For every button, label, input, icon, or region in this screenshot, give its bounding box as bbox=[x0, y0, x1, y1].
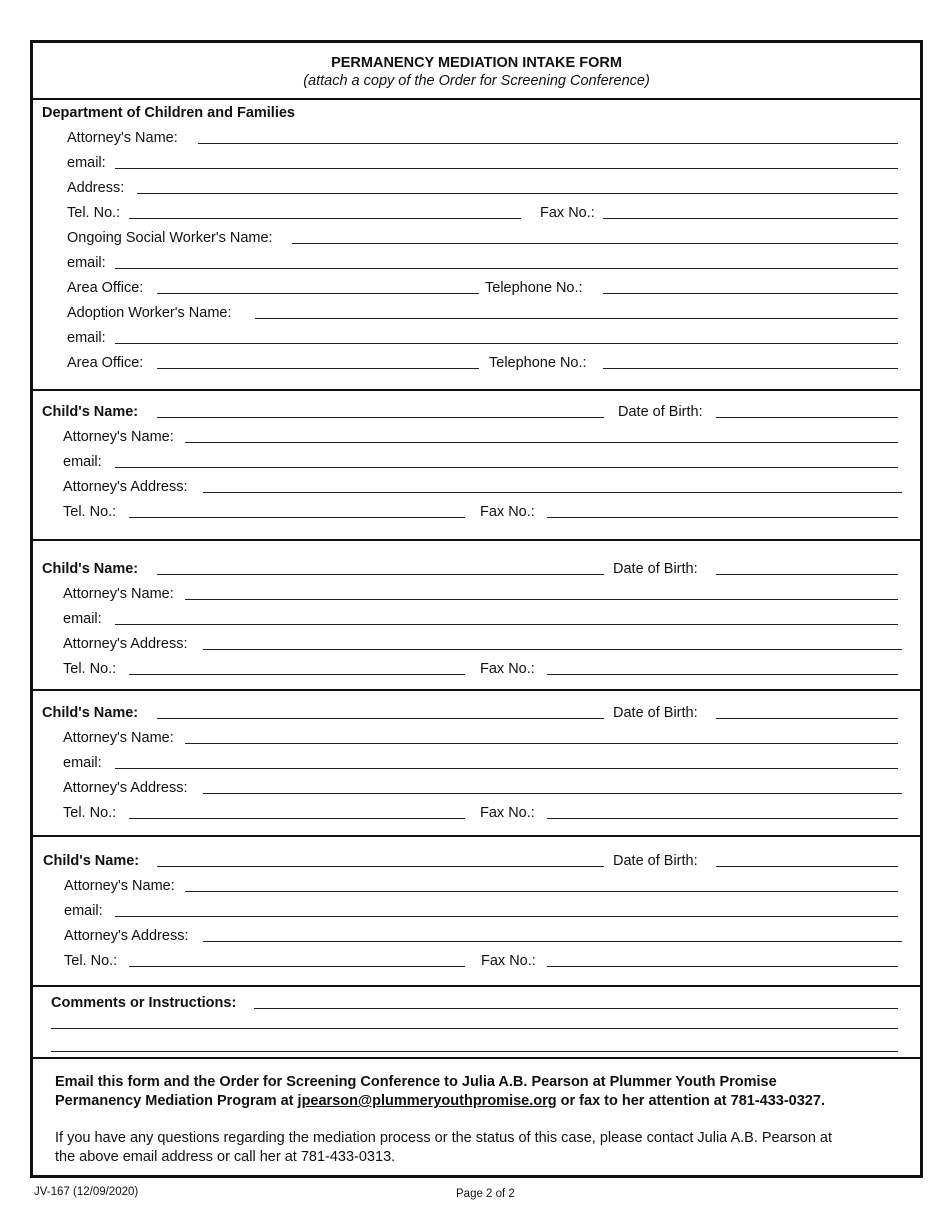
child-fax-label: Fax No.: bbox=[480, 661, 535, 677]
dcf-social-worker-email-label: email: bbox=[67, 255, 106, 271]
child-dob-field[interactable] bbox=[716, 866, 898, 867]
email-link[interactable]: jpearson@plummeryouthpromise.org bbox=[297, 1093, 557, 1109]
child-fax-field[interactable] bbox=[547, 517, 898, 518]
child-attorney-name-label: Attorney's Name: bbox=[63, 429, 174, 445]
form-subtitle: (attach a copy of the Order for Screening Conference) bbox=[303, 73, 650, 89]
child-dob-label: Date of Birth: bbox=[613, 853, 698, 869]
dcf-area-office2-field[interactable] bbox=[157, 368, 479, 369]
child-attorney-address-label: Attorney's Address: bbox=[64, 928, 189, 944]
comments-field-line-3[interactable] bbox=[51, 1051, 898, 1052]
dcf-address-field[interactable] bbox=[137, 193, 898, 194]
dcf-fax-label: Fax No.: bbox=[540, 205, 595, 221]
form-id: JV-167 (12/09/2020) bbox=[34, 1186, 139, 1198]
submission-instructions bbox=[55, 1073, 905, 1111]
child-name-field[interactable] bbox=[157, 718, 604, 719]
instruction-text-b: Permanency Mediation Program at bbox=[55, 1093, 298, 1109]
dcf-area-office-label: Area Office: bbox=[67, 280, 144, 296]
child-email-label: email: bbox=[63, 611, 102, 627]
child-attorney-address-label: Attorney's Address: bbox=[63, 479, 188, 495]
child-fax-field[interactable] bbox=[547, 818, 898, 819]
dcf-heading: Department of Children and Families bbox=[42, 105, 295, 121]
child-email-field[interactable] bbox=[115, 916, 898, 917]
comments-section bbox=[33, 987, 920, 1059]
child-attorney-name-field[interactable] bbox=[185, 442, 898, 443]
child-attorney-address-field[interactable] bbox=[203, 793, 902, 794]
form-title: PERMANENCY MEDIATION INTAKE FORM bbox=[331, 55, 622, 71]
dcf-telephone2-field[interactable] bbox=[603, 368, 898, 369]
dcf-email-label: email: bbox=[67, 155, 106, 171]
child-dob-field[interactable] bbox=[716, 574, 898, 575]
dcf-adoption-worker-field[interactable] bbox=[255, 318, 898, 319]
dcf-section bbox=[33, 100, 920, 391]
dcf-social-worker-email-field[interactable] bbox=[115, 268, 898, 269]
dcf-tel-label: Tel. No.: bbox=[67, 205, 121, 221]
page-number: Page 2 of 2 bbox=[456, 1188, 515, 1200]
child-tel-field[interactable] bbox=[129, 818, 465, 819]
child-attorney-address-field[interactable] bbox=[203, 941, 902, 942]
dcf-adoption-worker-email-field[interactable] bbox=[115, 343, 898, 344]
child-email-field[interactable] bbox=[115, 467, 898, 468]
child-email-label: email: bbox=[64, 903, 103, 919]
child-dob-label: Date of Birth: bbox=[613, 705, 698, 721]
dcf-telephone-field[interactable] bbox=[603, 293, 898, 294]
child-dob-field[interactable] bbox=[716, 718, 898, 719]
child-name-label: Child's Name: bbox=[42, 561, 139, 577]
child-fax-label: Fax No.: bbox=[481, 953, 536, 969]
child-fax-label: Fax No.: bbox=[480, 504, 535, 520]
dcf-social-worker-label: Ongoing Social Worker's Name: bbox=[67, 230, 273, 246]
dcf-area-office-field[interactable] bbox=[157, 293, 479, 294]
child-attorney-address-label: Attorney's Address: bbox=[63, 636, 188, 652]
questions-line-1: If you have any questions regarding the mediation process or the status of this case, please contact Julia A.B. Pearson at bbox=[55, 1130, 833, 1146]
child-section-3 bbox=[33, 691, 920, 837]
child-tel-label: Tel. No.: bbox=[63, 661, 117, 677]
questions-line-2: the above email address or call her at 781-433-0313. bbox=[55, 1149, 396, 1165]
comments-field-line-1[interactable] bbox=[254, 1008, 898, 1009]
child-dob-field[interactable] bbox=[716, 417, 898, 418]
dcf-email-field[interactable] bbox=[115, 168, 898, 169]
child-email-field[interactable] bbox=[115, 624, 898, 625]
questions-text bbox=[55, 1129, 905, 1167]
dcf-telephone-label: Telephone No.: bbox=[485, 280, 583, 296]
child-name-label: Child's Name: bbox=[42, 404, 139, 420]
child-attorney-name-field[interactable] bbox=[185, 599, 898, 600]
child-tel-label: Tel. No.: bbox=[63, 504, 117, 520]
child-attorney-name-label: Attorney's Name: bbox=[64, 878, 175, 894]
child-email-label: email: bbox=[63, 755, 102, 771]
dcf-adoption-worker-label: Adoption Worker's Name: bbox=[67, 305, 232, 321]
child-name-label: Child's Name: bbox=[43, 853, 140, 869]
child-tel-label: Tel. No.: bbox=[64, 953, 118, 969]
dcf-social-worker-field[interactable] bbox=[292, 243, 898, 244]
dcf-attorney-name-label: Attorney's Name: bbox=[67, 130, 178, 146]
child-section-4 bbox=[33, 837, 920, 987]
child-attorney-address-field[interactable] bbox=[203, 649, 902, 650]
child-attorney-name-field[interactable] bbox=[185, 891, 898, 892]
dcf-address-label: Address: bbox=[67, 180, 125, 196]
child-name-field[interactable] bbox=[157, 574, 604, 575]
child-fax-field[interactable] bbox=[547, 966, 898, 967]
dcf-area-office2-label: Area Office: bbox=[67, 355, 144, 371]
child-tel-field[interactable] bbox=[129, 674, 465, 675]
dcf-fax-field[interactable] bbox=[603, 218, 898, 219]
child-dob-label: Date of Birth: bbox=[613, 561, 698, 577]
child-email-label: email: bbox=[63, 454, 102, 470]
child-attorney-address-label: Attorney's Address: bbox=[63, 780, 188, 796]
child-fax-field[interactable] bbox=[547, 674, 898, 675]
child-tel-field[interactable] bbox=[129, 966, 465, 967]
child-email-field[interactable] bbox=[115, 768, 898, 769]
form-header bbox=[33, 43, 920, 100]
child-fax-label: Fax No.: bbox=[480, 805, 535, 821]
child-name-label: Child's Name: bbox=[42, 705, 139, 721]
child-tel-label: Tel. No.: bbox=[63, 805, 117, 821]
dcf-tel-field[interactable] bbox=[129, 218, 521, 219]
form-frame bbox=[30, 40, 923, 1178]
comments-label: Comments or Instructions: bbox=[51, 995, 237, 1011]
child-section-2 bbox=[33, 541, 920, 691]
child-attorney-name-label: Attorney's Name: bbox=[63, 730, 174, 746]
child-name-field[interactable] bbox=[157, 417, 604, 418]
child-attorney-name-label: Attorney's Name: bbox=[63, 586, 174, 602]
dcf-attorney-name-field[interactable] bbox=[198, 143, 898, 144]
child-section-1 bbox=[33, 391, 920, 541]
child-tel-field[interactable] bbox=[129, 517, 465, 518]
child-attorney-name-field[interactable] bbox=[185, 743, 898, 744]
child-dob-label: Date of Birth: bbox=[618, 404, 703, 420]
child-attorney-address-field[interactable] bbox=[203, 492, 902, 493]
dcf-telephone2-label: Telephone No.: bbox=[489, 355, 587, 371]
comments-field-line-2[interactable] bbox=[51, 1028, 898, 1029]
instruction-text-c: or fax to her attention at 781-433-0327. bbox=[556, 1093, 825, 1109]
instruction-line-1: Email this form and the Order for Screening Conference to Julia A.B. Pearson at Plummer Youth Promise bbox=[55, 1074, 777, 1090]
instruction-line-2 bbox=[55, 1092, 905, 1111]
dcf-adoption-worker-email-label: email: bbox=[67, 330, 106, 346]
child-name-field[interactable] bbox=[157, 866, 604, 867]
